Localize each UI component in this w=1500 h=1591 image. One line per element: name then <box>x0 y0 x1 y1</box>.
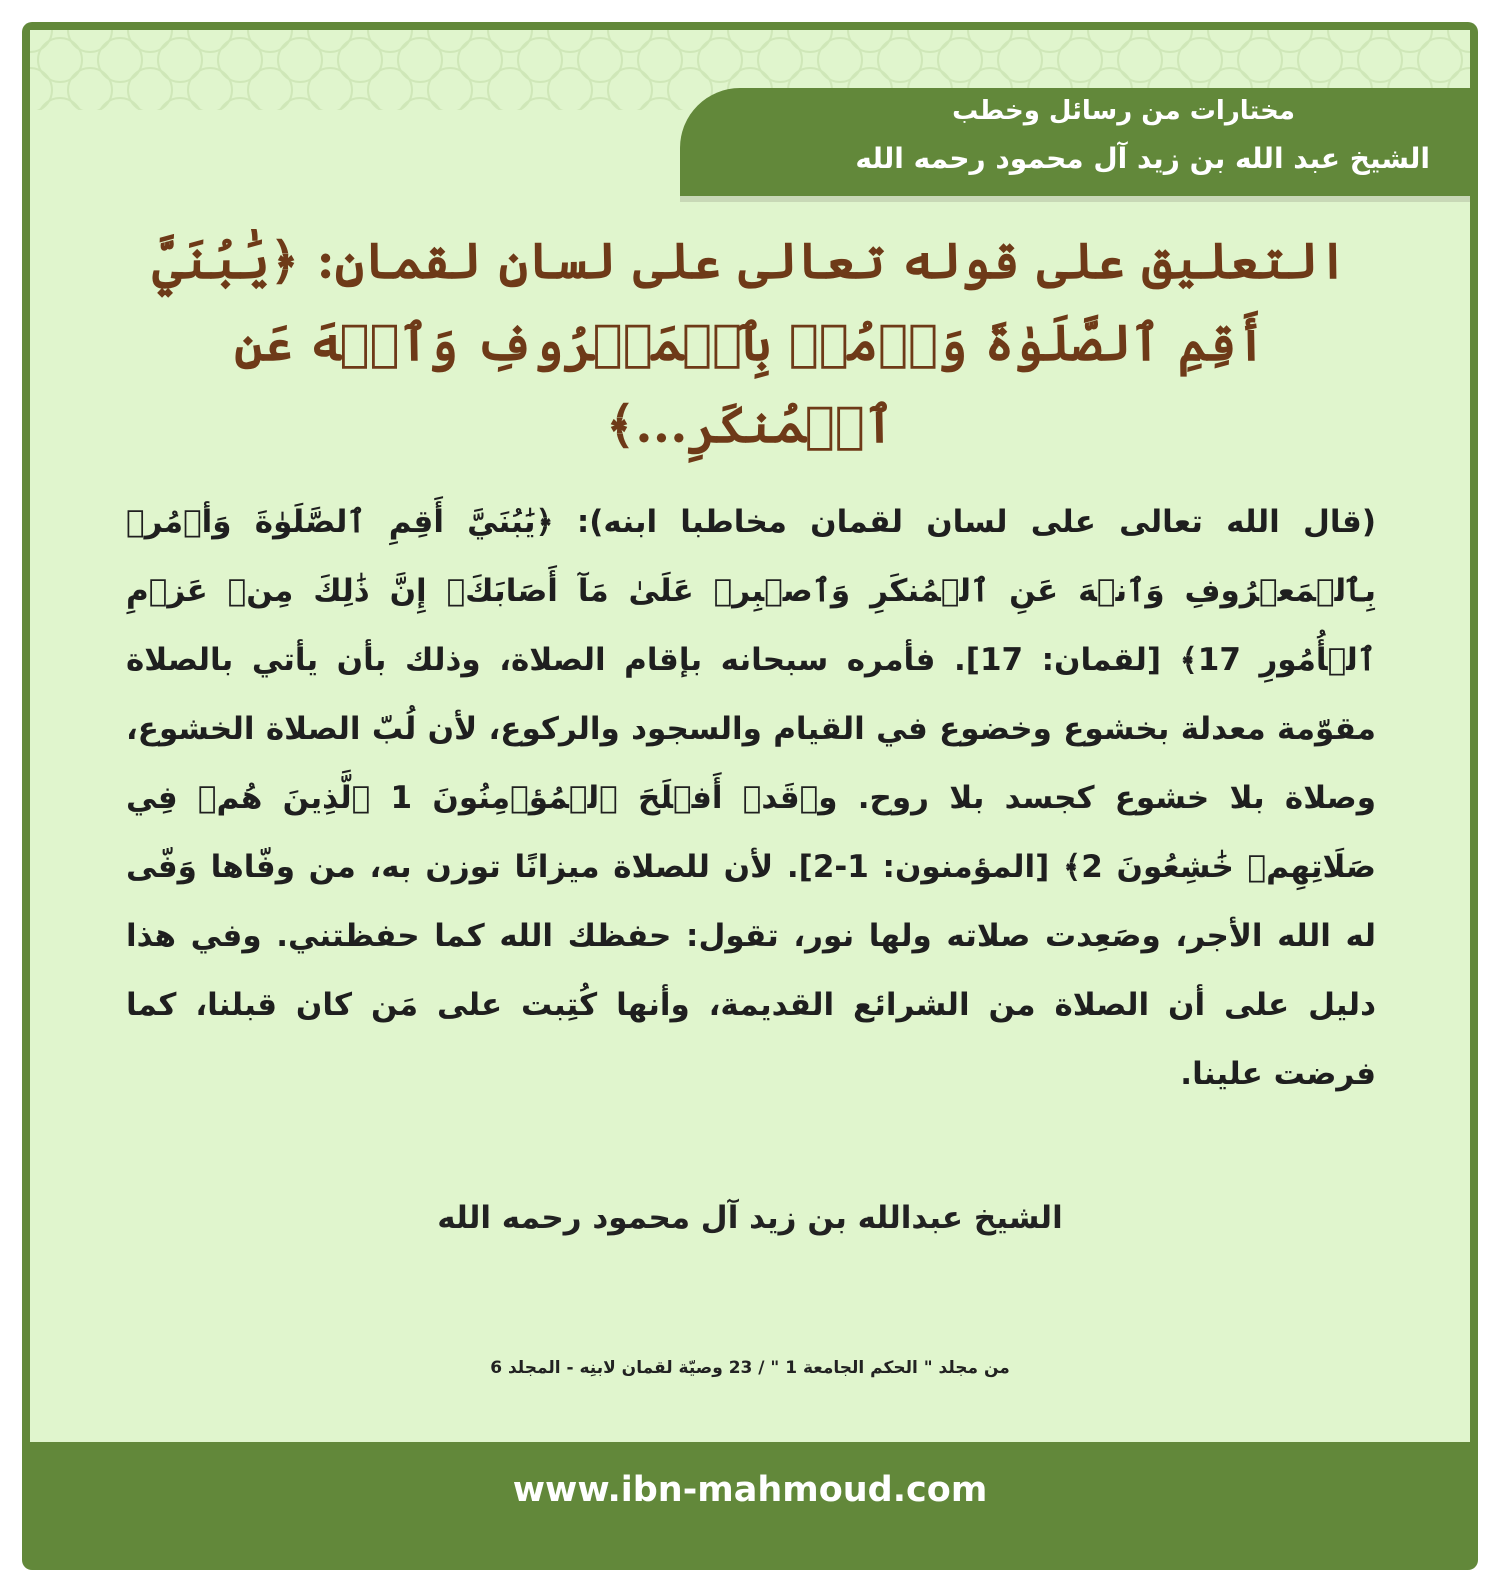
body-paragraph: (قال الله تعالى على لسان لقمان مخاطبا ابنه): ﴿يَٰبُنَيَّ أَقِمِ ٱلصَّلَوٰةَ وَأۡمُرۡ بِٱلۡمَعۡرُوفِ وَٱنۡهَ عَنِ ٱلۡمُنكَرِ وَٱصۡبِرۡ عَلَىٰ مَآ أَصَابَكَۖ إِنَّ ذَٰلِكَ مِنۡ عَزۡمِ ٱلۡأُمُورِ 17﴾ [لقمان: 17]. فأمره سبحانه بإقام الصلاة، وذلك بأن يأتي بالصلاة مقوّمة معدلة بخشوع وخضوع في القيام والسجود والركوع، لأن لُبّ الصلاة الخشوع، وصلاة بلا خشوع كجسد بلا روح. و﴿قَدۡ أَفۡلَحَ ٱلۡمُؤۡمِنُونَ 1 ٱلَّذِينَ هُمۡ فِي صَلَاتِهِمۡ خَٰشِعُونَ 2﴾ [المؤمنون: 1-2]. لأن للصلاة ميزانًا توزن به، من وفّاها وَفّى له الله الأجر، وصَعِدت صلاته ولها نور، تقول: حفظك الله كما حفظتني. وفي هذا دليل على أن الصلاة من الشرائع القديمة، وأنها كُتِبت على مَن كان قبلنا، كما فرضت علينا. <box>126 504 1376 1092</box>
header-author: الشيخ عبد الله بن زيد آل محمود رحمه الله <box>855 142 1430 175</box>
header-subtitle: مختارات من رسائل وخطب <box>952 96 1295 126</box>
footer-website-link[interactable]: www.ibn-mahmoud.com <box>512 1470 988 1510</box>
page-title: التعليق على قوله تعالى على لسانِ لقمانِ: ﴿يَٰبُنَيَّ أَقِمِ ٱلصَّلَوٰةَ وَأۡمُرۡ بِٱلۡمَعۡرُوفِ وَٱنۡهَ عَنِ ٱلۡمُنكَرِ...﴾ <box>152 231 1348 454</box>
header-banner <box>680 88 1470 196</box>
content-panel <box>30 30 1470 1442</box>
author-signature: الشيخ عبدالله بن زيد آل محمود رحمه الله <box>437 1200 1063 1236</box>
source-citation: من مجلد " الحكم الجامعة 1 " / 23 وصيّة لقمان لابنِه - المجلد 6 <box>490 1358 1010 1378</box>
